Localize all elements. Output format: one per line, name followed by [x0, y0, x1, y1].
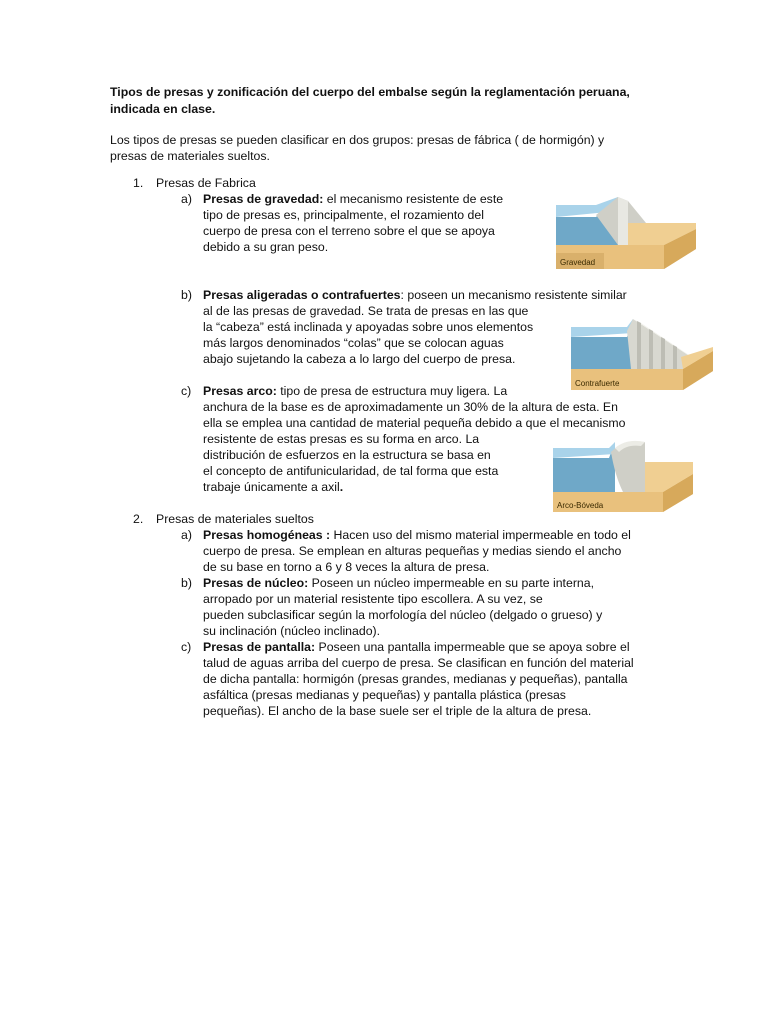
item-homogeneas-line-3: de su base en torno a 6 y 8 veces la altura de presa. [203, 560, 490, 574]
item-nucleo-line-4: su inclinación (núcleo inclinado). [203, 624, 381, 638]
buttress-dam-figure [571, 313, 713, 390]
intro-line-1: Los tipos de presas se pueden clasificar en dos grupos: presas de fábrica ( de hormigón) y [110, 133, 605, 147]
item-term: Presas homogéneas : [203, 528, 331, 542]
item-arco-line-6: el concepto de antifunicularidad, de tal forma que esta [203, 464, 499, 478]
item-pantalla-line-4: asfáltica (presas medianas y pequeñas) y pantalla plástica (presas [203, 688, 566, 702]
item-pantalla-line-1 [203, 639, 630, 655]
item-nucleo-line-2: arropado por un material resistente tipo escollera. A su vez, se [203, 592, 543, 606]
item-term: Presas arco: [203, 384, 277, 398]
item-arco-line-5: distribución de esfuerzos en la estructura se basa en [203, 448, 491, 462]
gravity-dam-figure [556, 193, 696, 269]
item-text: Hacen uso del mismo material impermeable en todo el [330, 528, 631, 542]
item-text-period: . [339, 480, 344, 494]
item-text: trabaje únicamente a axil [203, 480, 340, 494]
intro-line-2: presas de materiales sueltos. [110, 149, 270, 163]
item-term: Presas de gravedad: [203, 192, 324, 206]
item-pantalla-line-3: de dicha pantalla: hormigón (presas grandes, medianas y pequeñas), pantalla [203, 672, 628, 686]
item-contrafuertes-line-2: al de las presas de gravedad. Se trata de presas en las que [203, 304, 529, 318]
item-nucleo-line-3: pueden subclasificar según la morfología del núcleo (delgado o grueso) y [203, 608, 603, 622]
item-text: : poseen un mecanismo resistente similar [400, 288, 627, 302]
item-arco-line-2: anchura de la base es de aproximadamente un 30% de la altura de esta. En [203, 400, 618, 414]
item-letter: c) [181, 640, 192, 654]
item-letter: a) [181, 528, 192, 542]
section-1-heading: Presas de Fabrica [156, 176, 256, 190]
document-title [110, 84, 630, 118]
section-2-heading: Presas de materiales sueltos [156, 512, 314, 526]
item-text: tipo de presa de estructura muy ligera. La [276, 384, 508, 398]
item-contrafuertes-line-1 [203, 287, 627, 303]
item-letter: b) [181, 576, 192, 590]
item-arco-line-1 [203, 383, 507, 399]
item-homogeneas-line-2: cuerpo de presa. Se emplean en alturas pequeñas y medias siendo el ancho [203, 544, 622, 558]
item-letter: b) [181, 288, 192, 302]
item-text: Poseen un núcleo impermeable en su parte interna, [308, 576, 595, 590]
item-term: Presas de pantalla: [203, 640, 316, 654]
item-pantalla-line-2: talud de aguas arriba del cuerpo de presa. Se clasifican en función del material [203, 656, 634, 670]
figure-caption-gravedad: Gravedad [560, 258, 596, 267]
item-term: Presas aligeradas o contrafuertes [203, 288, 401, 302]
item-homogeneas-line-1 [203, 527, 631, 543]
item-contrafuertes-line-5: abajo sujetando la cabeza a lo largo del cuerpo de presa. [203, 352, 516, 366]
arch-dam-figure [553, 436, 693, 512]
item-arco-line-7 [203, 479, 343, 495]
item-arco-line-4: resistente de estas presas es su forma en arco. La [203, 432, 480, 446]
item-letter: c) [181, 384, 192, 398]
item-pantalla-line-5: pequeñas). El ancho de la base suele ser el triple de la altura de presa. [203, 704, 592, 718]
item-nucleo-line-1 [203, 575, 594, 591]
item-arco-line-3: ella se emplea una cantidad de material pequeña debido a que el mecanismo [203, 416, 626, 430]
item-letter: a) [181, 192, 192, 206]
item-contrafuertes-line-3: la “cabeza” está inclinada y apoyadas sobre unos elementos [203, 320, 534, 334]
item-text: el mecanismo resistente de este [323, 192, 504, 206]
figure-caption-contrafuerte: Contrafuerte [575, 379, 620, 388]
section-2-number: 2. [133, 512, 144, 526]
item-gravedad-line-4: debido a su gran peso. [203, 240, 329, 254]
item-contrafuertes-line-4: más largos denominados “colas” que se colocan aguas [203, 336, 504, 350]
title-line-1: Tipos de presas y zonificación del cuerpo del embalse según la reglamentación peruana, [110, 85, 630, 99]
item-gravedad-line-3: cuerpo de presa con el terreno sobre el que se apoya [203, 224, 495, 238]
section-1-number: 1. [133, 176, 144, 190]
item-gravedad-line-2: tipo de presas es, principalmente, el rozamiento del [203, 208, 484, 222]
item-term: Presas de núcleo: [203, 576, 309, 590]
item-gravedad-line-1 [203, 191, 503, 207]
title-line-2: indicada en clase. [110, 102, 216, 116]
item-text: Poseen una pantalla impermeable que se apoya sobre el [315, 640, 630, 654]
figure-caption-arco: Arco-Bóveda [557, 501, 604, 510]
